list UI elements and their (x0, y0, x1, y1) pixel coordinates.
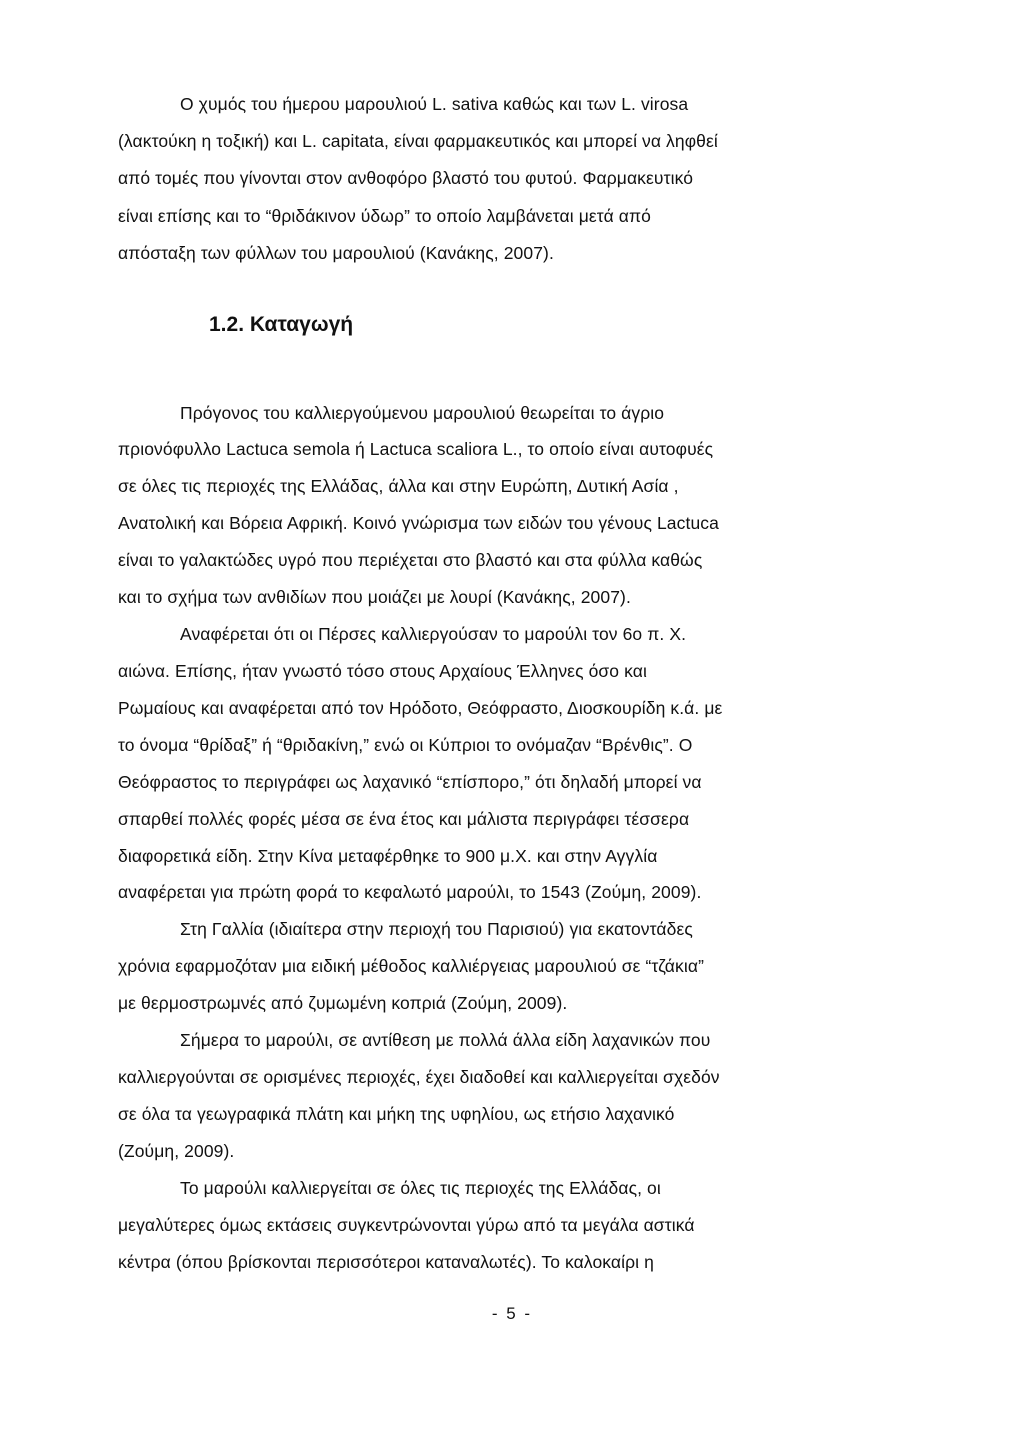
text-line: είναι επίσης και το “θριδάκινον ύδωρ” το οποίο λαμβάνεται μετά από (118, 206, 651, 226)
text-line: καλλιεργούνται σε ορισμένες περιοχές, έχει διαδοθεί και καλλιεργείται σχεδόν (118, 1067, 720, 1087)
text-line: είναι το γαλακτώδες υγρό που περιέχεται στο βλαστό και στα φύλλα καθώς (118, 550, 703, 570)
text-line: σε όλες τις περιοχές της Ελλάδας, άλλα και στην Ευρώπη, Δυτική Ασία , (118, 476, 679, 496)
text-line: Αναφέρεται ότι οι Πέρσες καλλιεργούσαν το μαρούλι τον 6ο π. Χ. (180, 624, 687, 644)
text-line: διαφορετικά είδη. Στην Κίνα μεταφέρθηκε το 900 μ.Χ. και στην Αγγλία (118, 846, 658, 866)
text-line: σπαρθεί πολλές φορές μέσα σε ένα έτος και μάλιστα περιγράφει τέσσερα (118, 809, 690, 829)
text-line: μεγαλύτερες όμως εκτάσεις συγκεντρώνονται γύρω από τα μεγάλα αστικά (118, 1215, 695, 1235)
text-line: (Ζούμη, 2009). (118, 1141, 235, 1161)
text-line: κέντρα (όπου βρίσκονται περισσότεροι καταναλωτές). Το καλοκαίρι η (118, 1252, 654, 1272)
text-line: σε όλα τα γεωγραφικά πλάτη και μήκη της υφηλίου, ως ετήσιο λαχανικό (118, 1104, 675, 1124)
text-line: Ρωμαίους και αναφέρεται από τον Ηρόδοτο, Θεόφραστο, Διοσκουρίδη κ.ά. με (118, 698, 723, 718)
text-line: χρόνια εφαρμοζόταν μια ειδική μέθοδος καλλιέργειας μαρουλιού σε “τζάκια” (118, 956, 704, 976)
text-line: από τομές που γίνονται στον ανθοφόρο βλαστό του φυτού. Φαρμακευτικό (118, 168, 694, 188)
text-line: απόσταξη των φύλλων του μαρουλιού (Κανάκης, 2007). (118, 243, 554, 263)
text-line: αναφέρεται για πρώτη φορά το κεφαλωτό μαρούλι, το 1543 (Ζούμη, 2009). (118, 882, 702, 902)
text-line: και το σχήμα των ανθιδίων που μοιάζει με λουρί (Κανάκης, 2007). (118, 587, 631, 607)
text-line: με θερμοστρωμνές από ζυμωμένη κοπριά (Ζούμη, 2009). (118, 993, 568, 1013)
text-line: το όνομα “θρίδαξ” ή “θριδακίνη,” ενώ οι Κύπριοι το ονόμαζαν “Βρένθις”. Ο (118, 735, 693, 755)
text-line: Πρόγονος του καλλιεργούμενου μαρουλιού θεωρείται το άγριο (180, 403, 665, 423)
text-line: Ο χυμός του ήμερου μαρουλιού L. sativa καθώς και των L. virosa (180, 94, 689, 114)
page-number: - 5 - (491, 1304, 533, 1323)
text-line: Σήμερα το μαρούλι, σε αντίθεση με πολλά άλλα είδη λαχανικών που (180, 1030, 711, 1050)
text-line: Θεόφραστος το περιγράφει ως λαχανικό “επίσπορο,” ότι δηλαδή μπορεί να (118, 772, 702, 792)
text-line: Το μαρούλι καλλιεργείται σε όλες τις περιοχές της Ελλάδας, οι (180, 1178, 661, 1198)
text-line: (λακτούκη η τοξική) και L. capitata, είναι φαρμακευτικός και μπορεί να ληφθεί (118, 131, 718, 151)
section-heading: 1.2. Καταγωγή (209, 313, 354, 336)
text-line: Στη Γαλλία (ιδιαίτερα στην περιοχή του Παρισιού) για εκατοντάδες (180, 919, 693, 939)
text-line: Ανατολική και Βόρεια Αφρική. Κοινό γνώρισμα των ειδών του γένους Lactuca (118, 513, 719, 533)
text-line: πριονόφυλλο Lactuca semola ή Lactuca scaliora L., το οποίο είναι αυτοφυές (118, 439, 714, 459)
text-line: αιώνα. Επίσης, ήταν γνωστό τόσο στους Αρχαίους Έλληνες όσο και (118, 661, 647, 681)
